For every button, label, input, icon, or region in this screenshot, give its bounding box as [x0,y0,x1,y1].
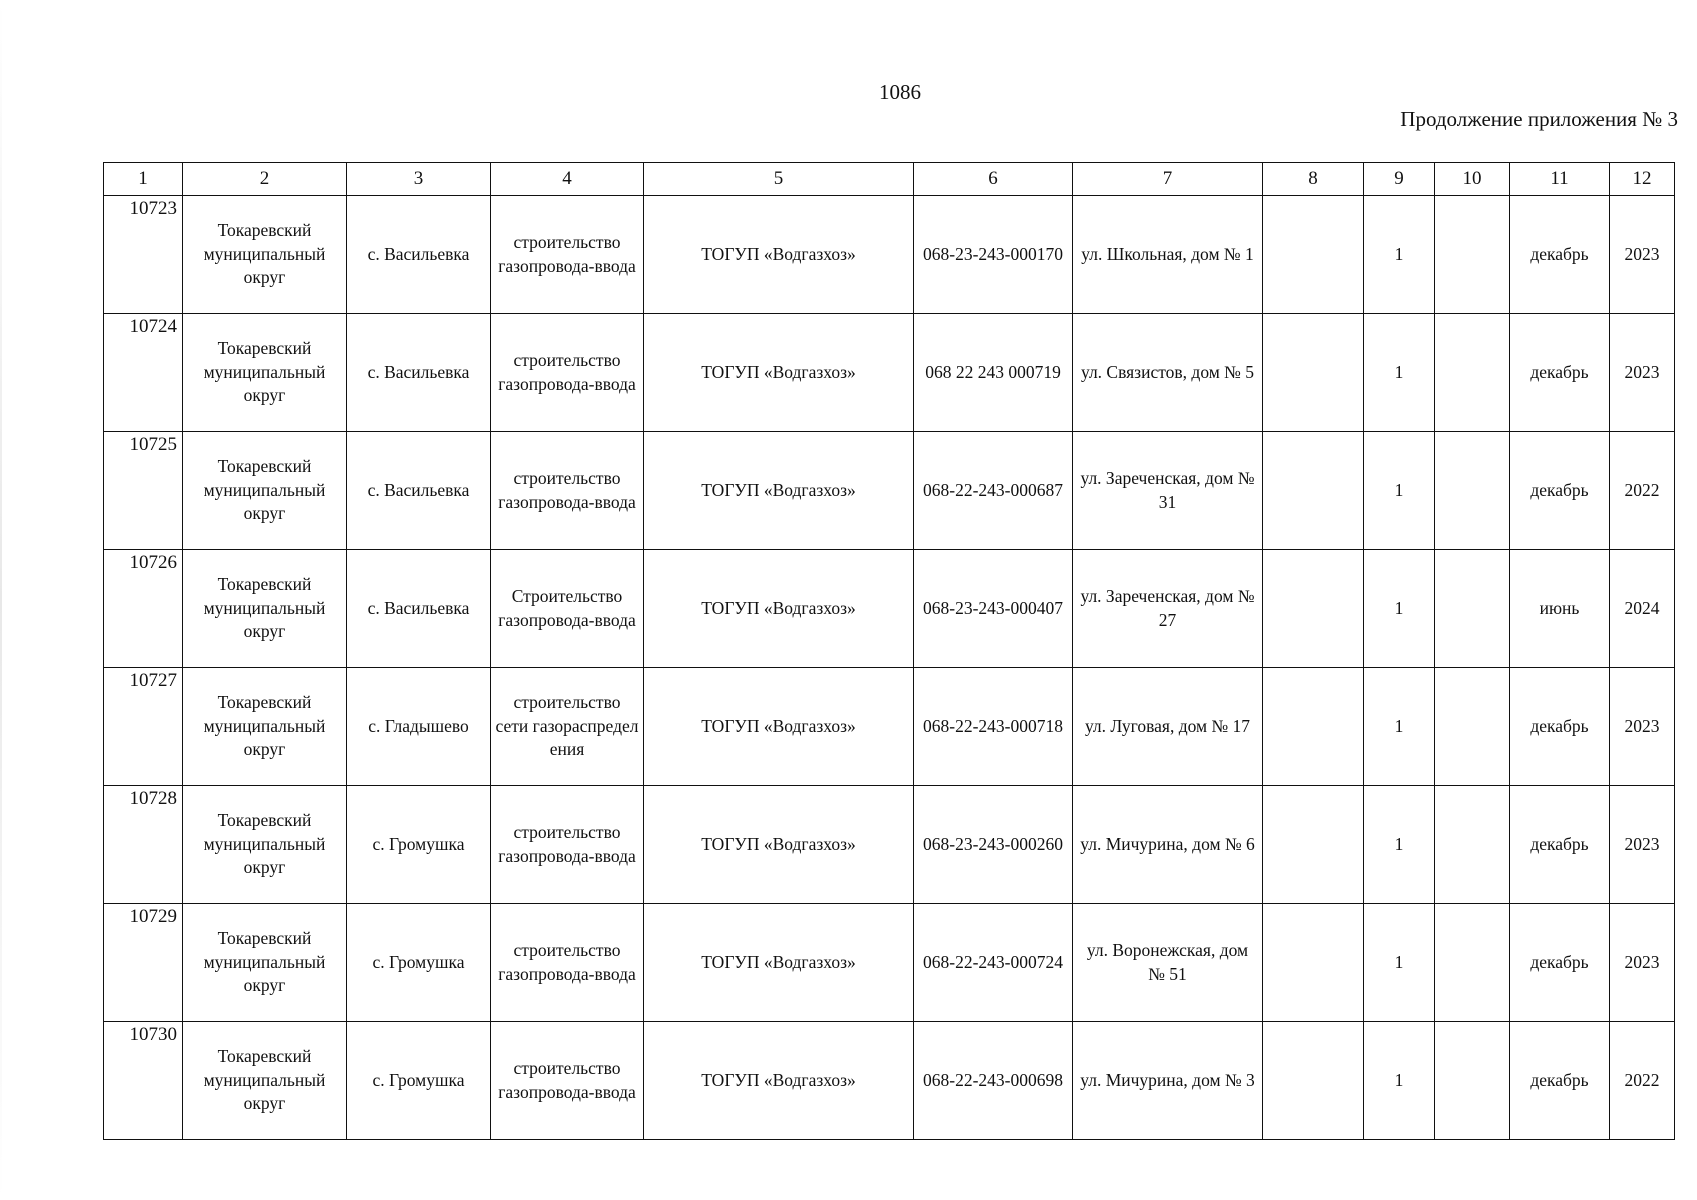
district-cell: Токаревский муниципальный округ [183,786,347,904]
year-cell: 2023 [1610,786,1675,904]
table-row [104,786,1675,904]
month-cell: декабрь [1510,786,1610,904]
district-cell: Токаревский муниципальный округ [183,904,347,1022]
column-9-cell: 1 [1364,196,1435,314]
address-cell: ул. Мичурина, дом № 6 [1073,786,1263,904]
row-number: 10723 [104,196,183,314]
organization-cell: ТОГУП «Водгазхоз» [644,786,914,904]
column-9-cell: 1 [1364,668,1435,786]
work-type-cell: строительство газопровода-ввода [491,432,644,550]
column-header: 12 [1610,163,1675,196]
settlement-cell: с. Громушка [347,786,491,904]
month-cell: декабрь [1510,432,1610,550]
page-number: 1086 [879,80,921,104]
year-cell: 2023 [1610,196,1675,314]
column-8-cell [1263,550,1364,668]
work-type-cell: Строительство газопровода-ввода [491,550,644,668]
column-10-cell [1435,786,1510,904]
district-cell: Токаревский муниципальный округ [183,196,347,314]
column-10-cell [1435,550,1510,668]
registry-table [103,162,1675,1140]
table-row [104,432,1675,550]
row-number: 10728 [104,786,183,904]
column-header: 5 [644,163,914,196]
month-cell: декабрь [1510,314,1610,432]
district-cell: Токаревский муниципальный округ [183,314,347,432]
column-8-cell [1263,904,1364,1022]
column-9-cell: 1 [1364,550,1435,668]
organization-cell: ТОГУП «Водгазхоз» [644,314,914,432]
table-row [104,1022,1675,1140]
work-type-cell: строительство газопровода-ввода [491,904,644,1022]
column-number-row [104,163,1675,196]
row-number: 10724 [104,314,183,432]
work-type-cell: строительство газопровода-ввода [491,196,644,314]
column-8-cell [1263,668,1364,786]
column-header: 6 [914,163,1073,196]
column-10-cell [1435,1022,1510,1140]
organization-cell: ТОГУП «Водгазхоз» [644,196,914,314]
work-type-cell: строительство газопровода-ввода [491,786,644,904]
column-header: 2 [183,163,347,196]
table-row [104,668,1675,786]
column-9-cell: 1 [1364,432,1435,550]
table-row [104,904,1675,1022]
row-number: 10729 [104,904,183,1022]
district-cell: Токаревский муниципальный округ [183,550,347,668]
settlement-cell: с. Гладышево [347,668,491,786]
address-cell: ул. Мичурина, дом № 3 [1073,1022,1263,1140]
work-type-cell: строительство газопровода-ввода [491,314,644,432]
organization-cell: ТОГУП «Водгазхоз» [644,1022,914,1140]
row-number: 10726 [104,550,183,668]
month-cell: декабрь [1510,1022,1610,1140]
column-9-cell: 1 [1364,904,1435,1022]
work-type-cell: строительство газопровода-ввода [491,1022,644,1140]
object-code-cell: 068-22-243-000724 [914,904,1073,1022]
column-10-cell [1435,314,1510,432]
object-code-cell: 068-22-243-000687 [914,432,1073,550]
settlement-cell: с. Васильевка [347,196,491,314]
column-9-cell: 1 [1364,314,1435,432]
column-header: 1 [104,163,183,196]
year-cell: 2023 [1610,904,1675,1022]
month-cell: декабрь [1510,196,1610,314]
column-8-cell [1263,786,1364,904]
column-9-cell: 1 [1364,1022,1435,1140]
column-header: 3 [347,163,491,196]
column-header: 9 [1364,163,1435,196]
object-code-cell: 068-23-243-000170 [914,196,1073,314]
address-cell: ул. Луговая, дом № 17 [1073,668,1263,786]
column-8-cell [1263,432,1364,550]
address-cell: ул. Заречeнская, дом № 31 [1073,432,1263,550]
district-cell: Токаревский муниципальный округ [183,432,347,550]
organization-cell: ТОГУП «Водгазхоз» [644,904,914,1022]
object-code-cell: 068-22-243-000698 [914,1022,1073,1140]
row-number: 10725 [104,432,183,550]
table-row [104,314,1675,432]
address-cell: ул. Связистов, дом № 5 [1073,314,1263,432]
row-number: 10727 [104,668,183,786]
column-header: 11 [1510,163,1610,196]
column-10-cell [1435,668,1510,786]
object-code-cell: 068-22-243-000718 [914,668,1073,786]
column-header: 10 [1435,163,1510,196]
settlement-cell: с. Васильевка [347,432,491,550]
column-10-cell [1435,196,1510,314]
column-8-cell [1263,1022,1364,1140]
year-cell: 2022 [1610,1022,1675,1140]
organization-cell: ТОГУП «Водгазхоз» [644,668,914,786]
column-header: 8 [1263,163,1364,196]
object-code-cell: 068 22 243 000719 [914,314,1073,432]
month-cell: декабрь [1510,668,1610,786]
district-cell: Токаревский муниципальный округ [183,1022,347,1140]
year-cell: 2023 [1610,668,1675,786]
address-cell: ул. Школьная, дом № 1 [1073,196,1263,314]
scan-edge-shadow [0,0,2,1200]
column-header: 4 [491,163,644,196]
district-cell: Токаревский муниципальный округ [183,668,347,786]
settlement-cell: с. Громушка [347,1022,491,1140]
table-row [104,550,1675,668]
column-header: 7 [1073,163,1263,196]
settlement-cell: с. Васильевка [347,314,491,432]
organization-cell: ТОГУП «Водгазхоз» [644,432,914,550]
year-cell: 2024 [1610,550,1675,668]
month-cell: декабрь [1510,904,1610,1022]
year-cell: 2023 [1610,314,1675,432]
work-type-cell: строительство сети газораспредел ения [491,668,644,786]
year-cell: 2022 [1610,432,1675,550]
column-8-cell [1263,196,1364,314]
address-cell: ул. Воронежская, дом № 51 [1073,904,1263,1022]
object-code-cell: 068-23-243-000260 [914,786,1073,904]
row-number: 10730 [104,1022,183,1140]
continuation-title: Продолжение приложения № 3 [1400,107,1678,131]
organization-cell: ТОГУП «Водгазхоз» [644,550,914,668]
month-cell: июнь [1510,550,1610,668]
settlement-cell: с. Васильевка [347,550,491,668]
table-row [104,196,1675,314]
object-code-cell: 068-23-243-000407 [914,550,1073,668]
column-8-cell [1263,314,1364,432]
settlement-cell: с. Громушка [347,904,491,1022]
column-10-cell [1435,432,1510,550]
column-9-cell: 1 [1364,786,1435,904]
address-cell: ул. Заречeнская, дом № 27 [1073,550,1263,668]
column-10-cell [1435,904,1510,1022]
